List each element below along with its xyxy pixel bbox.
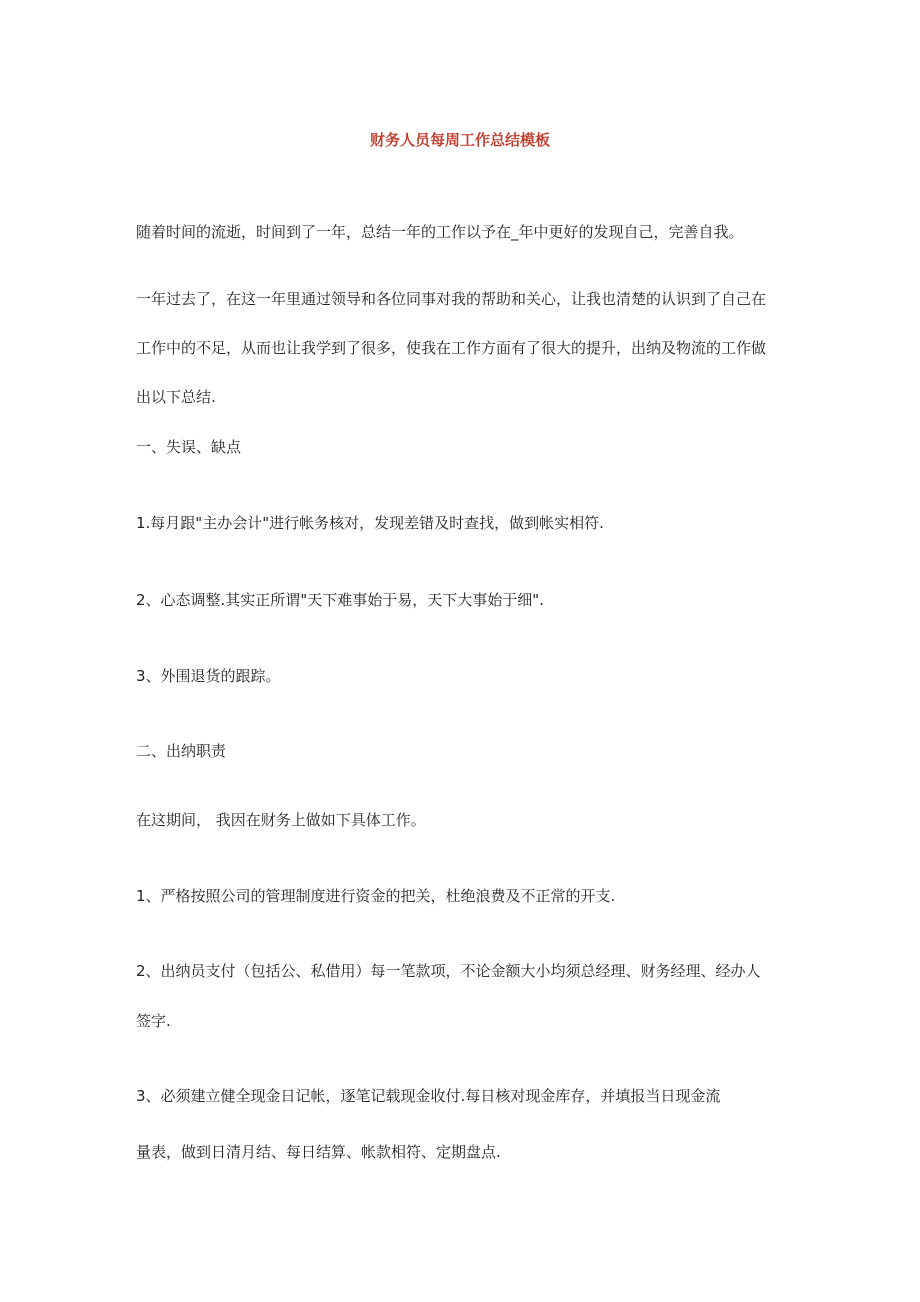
duty-item-1: 1、严格按照公司的管理制度进行资金的把关，杜绝浪费及不正常的开支. (136, 887, 616, 905)
mistake-item-1: 1.每月跟"主办会计"进行帐务核对，发现差错及时查找，做到帐实相符. (136, 514, 604, 532)
document-title: 财务人员每周工作总结模板 (369, 131, 550, 149)
summary-paragraph-line-1: 一年过去了，在这一年里通过领导和各位同事对我的帮助和关心，让我也清楚的认识到了自己在 (136, 290, 767, 308)
duties-intro: 在这期间， 我因在财务上做如下具体工作。 (136, 811, 426, 829)
section-heading-cashier-duties: 二、出纳职责 (136, 742, 227, 760)
duty-item-3-line-2: 量表，做到日清月结、每日结算、帐款相符、定期盘点. (136, 1143, 501, 1161)
mistake-item-2: 2、心态调整.其实正所谓"天下难事始于易，天下大事始于细". (136, 591, 544, 609)
mistake-item-3: 3、外围退货的跟踪。 (136, 667, 281, 685)
section-heading-mistakes: 一、失误、缺点 (136, 438, 242, 456)
summary-paragraph-line-2: 工作中的不足，从而也让我学到了很多，使我在工作方面有了很大的提升，出纳及物流的工作做 (136, 339, 767, 357)
duty-item-2-line-1: 2、出纳员支付（包括公、私借用）每一笔款项，不论金额大小均须总经理、财务经理、经办人 (136, 962, 761, 980)
duty-item-2-line-2: 签字. (136, 1012, 171, 1030)
summary-paragraph-line-3: 出以下总结. (136, 388, 216, 406)
duty-item-3-line-1: 3、必须建立健全现金日记帐，逐笔记载现金收付.每日核对现金库存，并填报当日现金流 (136, 1087, 721, 1105)
intro-paragraph: 随着时间的流逝，时间到了一年，总结一年的工作以予在_年中更好的发现自己，完善自我。 (136, 223, 744, 241)
